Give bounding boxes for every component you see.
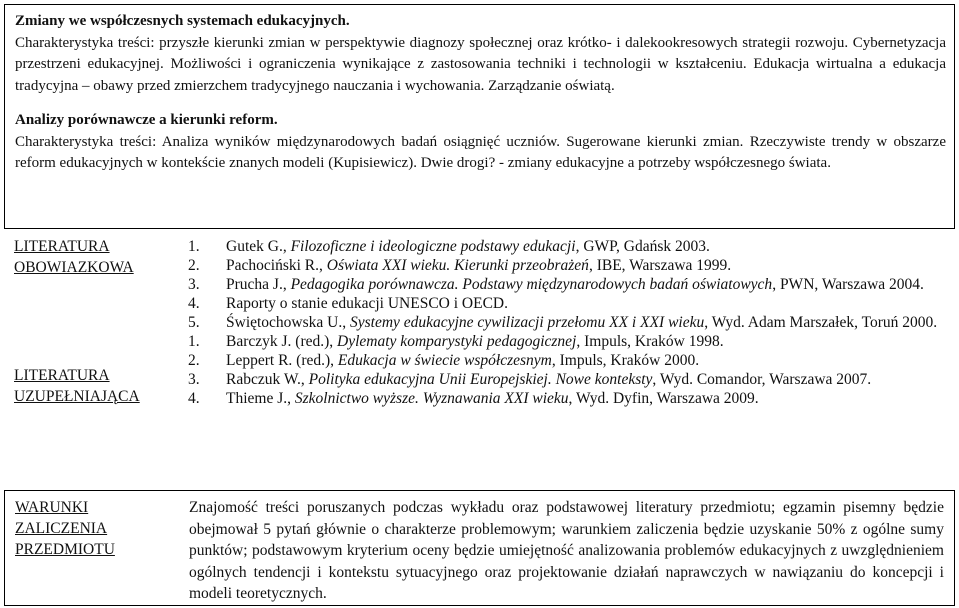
conditions-label-line-1: WARUNKI bbox=[15, 499, 89, 516]
literature-item-number: 5. bbox=[188, 314, 200, 331]
course-conditions-table bbox=[4, 490, 955, 606]
conditions-label bbox=[5, 491, 168, 606]
literature-item bbox=[188, 237, 945, 256]
literature-item-number: 2. bbox=[188, 257, 200, 274]
literature-item-publisher: , Impuls, Kraków 1998. bbox=[576, 333, 724, 350]
topic-description-2: Charakterystyka treści: Analiza wyników międzynarodowych badań osiągnięć uczniów. Sugerowane kierunki zmian. Rzeczywiste trendy w obszarze reform edukacyjnych w kontekście znanych modeli (Kupisiewicz). Dwie drogi? - zmiany edukacyjne a potrzeby współczesnego świata. bbox=[15, 133, 946, 171]
literature-item-title: Polityka edukacyjna Unii Europejskiej. Nowe konteksty bbox=[308, 371, 653, 388]
mandatory-literature-list bbox=[188, 237, 945, 332]
conditions-label-line-3: PRZEDMIOTU bbox=[15, 541, 115, 558]
literature-item-author: Barczyk J. (red.), bbox=[226, 333, 338, 350]
literature-item-text bbox=[226, 370, 945, 389]
literature-item-number: 1. bbox=[188, 333, 200, 350]
literature-item-text bbox=[226, 237, 945, 256]
literature-item-title: Edukacja w świecie współczesnym bbox=[337, 352, 552, 369]
topic-heading-2: Analizy porównawcze a kierunki reform. bbox=[15, 112, 278, 128]
literature-item-number: 1. bbox=[188, 238, 200, 255]
literature-item-author: Pachociński R., bbox=[226, 257, 327, 274]
literature-item-number: 4. bbox=[188, 390, 200, 407]
literature-item-author: Rabczuk W., bbox=[226, 371, 309, 388]
literature-item-number: 3. bbox=[188, 371, 200, 388]
literature-item-publisher: , Wyd. Adam Marszałek, Toruń 2000. bbox=[704, 314, 938, 331]
literature-item-text bbox=[226, 294, 945, 313]
course-content-cell bbox=[5, 5, 955, 229]
literature-item bbox=[188, 370, 945, 389]
literature-lists bbox=[166, 229, 955, 467]
literature-item-title: Dylematy komparystyki pedagogicznej bbox=[337, 333, 577, 350]
literature-item bbox=[188, 256, 945, 275]
supplementary-label-line-1: LITERATURA bbox=[14, 367, 110, 384]
literature-item-publisher: , Wyd. Comandor, Warszawa 2007. bbox=[652, 371, 872, 388]
literature-item-text bbox=[226, 256, 945, 275]
literature-item bbox=[188, 294, 945, 313]
literature-item-title: Systemy edukacyjne cywilizacji przełomu XX i XXI wieku bbox=[350, 314, 705, 331]
literature-item bbox=[188, 313, 945, 332]
conditions-label-line-2: ZALICZENIA bbox=[15, 520, 108, 537]
mandatory-literature-label bbox=[14, 237, 166, 278]
literature-item-author: Świętochowska U., bbox=[226, 314, 350, 331]
literature-item-author: Prucha J., bbox=[226, 276, 291, 293]
literature-item-title: Filozoficzne i ideologiczne podstawy edukacji bbox=[290, 238, 576, 255]
literature-item-publisher: , Impuls, Kraków 2000. bbox=[551, 352, 700, 369]
topic-description-1: Charakterystyka treści: przyszłe kierunki zmian w perspektywie diagnozy społecznej oraz krótko- i dalekookresowych strategii rozwoju. Cybernetyzacja przestrzeni edukacyjnej. Możliwości i ograniczenia wynikające z zastosowania techniki i technologii w kształceniu. Edukacja wirtualna a edukacja tradycyjna – obawy przed zmierzchem tradycyjnego nauczania i wychowania. Zarządzanie oświatą. bbox=[15, 34, 946, 94]
literature-item-title: Pedagogika porównawcza. Podstawy międzynarodowych badań oświatowych bbox=[290, 276, 773, 293]
literature-item-publisher: , IBE, Warszawa 1999. bbox=[588, 257, 732, 274]
mandatory-label-line-2: OBOWIAZKOWA bbox=[14, 258, 134, 276]
literature-item bbox=[188, 389, 945, 408]
mandatory-label-line-1: LITERATURA bbox=[14, 238, 110, 255]
literature-item-publisher: , GWP, Gdańsk 2003. bbox=[575, 238, 710, 255]
literature-item-publisher: , PWN, Warszawa 2004. bbox=[772, 276, 924, 293]
conditions-text: Znajomość treści poruszanych podczas wykładu oraz podstawowej literatury przedmiotu; egzamin pisemny będzie obejmował 5 pytań głównie o charakterze problemowym; warunkiem zaliczenia będzie uzyskanie 50% z ogólne sumy punktów; podstawowym kryterium oceny będzie umiejętność analizowania problemów edukacyjnych z uwzględnieniem ogólnych tendencji i kontekstu sytuacyjnego oraz projektowanie działań naprawczych w nawiązaniu do koncepcji i modeli teoretycznych. bbox=[189, 499, 944, 602]
literature-item bbox=[188, 275, 945, 294]
literature-labels bbox=[4, 229, 166, 467]
literature-item-author: Raporty o stanie edukacji UNESCO i OECD. bbox=[226, 295, 508, 312]
literature-table bbox=[4, 229, 955, 467]
topic-heading-1: Zmiany we współczesnych systemach edukacyjnych. bbox=[15, 13, 350, 29]
literature-item-text bbox=[226, 275, 945, 294]
literature-item-number: 4. bbox=[188, 295, 200, 312]
literature-item-text bbox=[226, 389, 945, 408]
literature-item-author: Leppert R. (red.), bbox=[226, 352, 338, 369]
supplementary-literature-list bbox=[188, 332, 945, 408]
literature-item bbox=[188, 332, 945, 351]
literature-item-text bbox=[226, 351, 945, 370]
literature-item-text bbox=[226, 332, 945, 351]
literature-item-title: Oświata XXI wieku. Kierunki przeobrażeń bbox=[326, 257, 589, 274]
literature-item-author: Gutek G., bbox=[226, 238, 291, 255]
supplementary-literature-label bbox=[14, 366, 166, 407]
literature-item-author: Thieme J., bbox=[226, 390, 295, 407]
literature-item-number: 2. bbox=[188, 352, 200, 369]
literature-item-text bbox=[226, 313, 945, 332]
supplementary-label-line-2: UZUPEŁNIAJĄCA bbox=[14, 387, 140, 405]
literature-item-publisher: , Wyd. Dyfin, Warszawa 2009. bbox=[568, 390, 759, 407]
literature-item bbox=[188, 351, 945, 370]
literature-item-number: 3. bbox=[188, 276, 200, 293]
course-content-table bbox=[4, 4, 955, 229]
literature-item-title: Szkolnictwo wyższe. Wyznawania XXI wieku bbox=[294, 390, 569, 407]
